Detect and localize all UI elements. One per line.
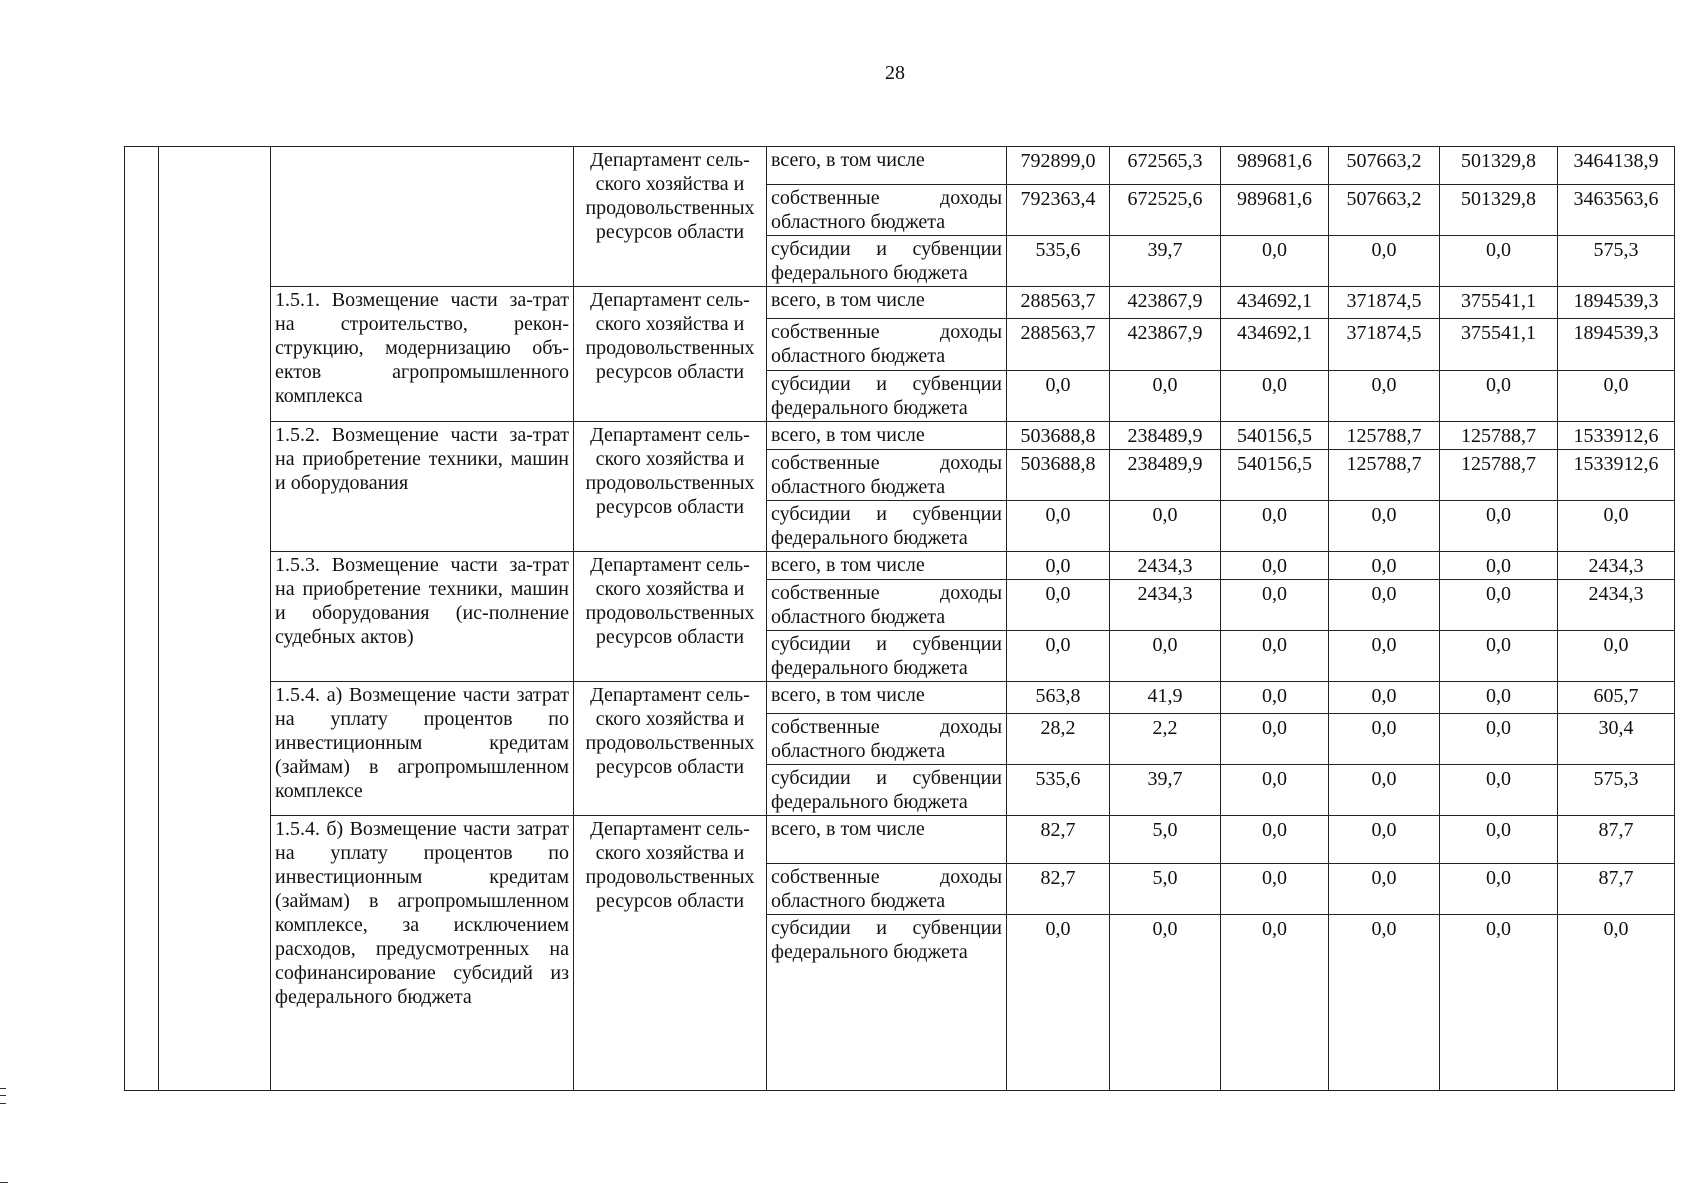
value-cell: 125788,7 (1329, 422, 1440, 450)
value-cell: 82,7 (1007, 864, 1110, 915)
table-row (125, 287, 1675, 319)
value-cell: 288563,7 (1007, 319, 1110, 371)
value-cell: 0,0 (1440, 915, 1558, 1091)
value-cell: 0,0 (1221, 631, 1329, 682)
value-cell: 39,7 (1110, 765, 1221, 816)
value-cell: 0,0 (1440, 631, 1558, 682)
value-cell: 82,7 (1007, 816, 1110, 864)
value-cell: 87,7 (1558, 816, 1675, 864)
funding-source: всего, в том числе (767, 287, 1007, 319)
value-cell: 0,0 (1329, 682, 1440, 714)
value-cell: 0,0 (1558, 915, 1675, 1091)
value-cell: 371874,5 (1329, 319, 1440, 371)
measure-description (271, 147, 574, 287)
funding-source: всего, в том числе (767, 147, 1007, 185)
table-body (125, 147, 1675, 1091)
value-cell: 0,0 (1007, 580, 1110, 631)
funding-source: субсидии и субвенции федерального бюджета (767, 915, 1007, 1091)
value-cell: 0,0 (1110, 371, 1221, 422)
table-row (125, 552, 1675, 580)
funding-source: всего, в том числе (767, 682, 1007, 714)
funding-source: собственные доходы областного бюджета (767, 714, 1007, 765)
value-cell: 0,0 (1221, 371, 1329, 422)
funding-source: всего, в том числе (767, 816, 1007, 864)
value-cell: 672565,3 (1110, 147, 1221, 185)
value-cell: 375541,1 (1440, 287, 1558, 319)
value-cell: 5,0 (1110, 816, 1221, 864)
table-row (125, 422, 1675, 450)
funding-source: собственные доходы областного бюджета (767, 319, 1007, 371)
funding-source: собственные доходы областного бюджета (767, 450, 1007, 501)
measure-description: 1.5.2. Возмещение части за-трат на приобретение техники, машин и оборудования (271, 422, 574, 552)
value-cell: 535,6 (1007, 765, 1110, 816)
measure-description: 1.5.3. Возмещение части за-трат на приобретение техники, машин и оборудования (ис-полнение судебных актов) (271, 552, 574, 682)
value-cell: 0,0 (1110, 631, 1221, 682)
page-number: 28 (885, 62, 905, 84)
value-cell: 792363,4 (1007, 185, 1110, 236)
value-cell: 989681,6 (1221, 147, 1329, 185)
value-cell: 0,0 (1007, 552, 1110, 580)
funding-source: собственные доходы областного бюджета (767, 185, 1007, 236)
funding-source: собственные доходы областного бюджета (767, 864, 1007, 915)
value-cell: 0,0 (1329, 501, 1440, 552)
funding-source: собственные доходы областного бюджета (767, 580, 1007, 631)
value-cell: 1533912,6 (1558, 422, 1675, 450)
value-cell: 0,0 (1110, 501, 1221, 552)
value-cell: 0,0 (1558, 631, 1675, 682)
value-cell: 507663,2 (1329, 147, 1440, 185)
measure-description: 1.5.4. а) Возмещение части затрат на уплату процентов по инвестиционным кредитам (займам) в агропромышленном комплексе (271, 682, 574, 816)
value-cell: 30,4 (1558, 714, 1675, 765)
value-cell: 0,0 (1329, 765, 1440, 816)
table-row (125, 816, 1675, 864)
value-cell: 0,0 (1221, 915, 1329, 1091)
value-cell: 0,0 (1110, 915, 1221, 1091)
value-cell: 434692,1 (1221, 287, 1329, 319)
value-cell: 503688,8 (1007, 450, 1110, 501)
value-cell: 371874,5 (1329, 287, 1440, 319)
value-cell: 0,0 (1221, 552, 1329, 580)
department-cell: Департамент сель-ского хозяйства и продовольственных ресурсов области (574, 552, 767, 682)
value-cell: 0,0 (1329, 915, 1440, 1091)
value-cell: 0,0 (1007, 631, 1110, 682)
value-cell: 0,0 (1440, 236, 1558, 287)
blank-cell-2 (159, 147, 271, 1091)
value-cell: 0,0 (1329, 816, 1440, 864)
value-cell: 0,0 (1007, 371, 1110, 422)
value-cell: 0,0 (1221, 816, 1329, 864)
value-cell: 3463563,6 (1558, 185, 1675, 236)
funding-source: всего, в том числе (767, 552, 1007, 580)
value-cell: 39,7 (1110, 236, 1221, 287)
value-cell: 2434,3 (1558, 552, 1675, 580)
value-cell: 0,0 (1329, 714, 1440, 765)
value-cell: 672525,6 (1110, 185, 1221, 236)
value-cell: 238489,9 (1110, 422, 1221, 450)
department-cell: Департамент сель-ского хозяйства и продовольственных ресурсов области (574, 147, 767, 287)
value-cell: 0,0 (1329, 864, 1440, 915)
value-cell: 792899,0 (1007, 147, 1110, 185)
value-cell: 1894539,3 (1558, 287, 1675, 319)
value-cell: 2434,3 (1110, 580, 1221, 631)
value-cell: 0,0 (1221, 682, 1329, 714)
value-cell: 563,8 (1007, 682, 1110, 714)
table-row (125, 682, 1675, 714)
value-cell: 0,0 (1329, 371, 1440, 422)
value-cell: 0,0 (1007, 915, 1110, 1091)
department-cell: Департамент сель-ского хозяйства и продовольственных ресурсов области (574, 816, 767, 1091)
value-cell: 535,6 (1007, 236, 1110, 287)
department-cell: Департамент сель-ского хозяйства и продовольственных ресурсов области (574, 287, 767, 422)
value-cell: 423867,9 (1110, 319, 1221, 371)
value-cell: 2,2 (1110, 714, 1221, 765)
funding-source: субсидии и субвенции федерального бюджета (767, 501, 1007, 552)
value-cell: 0,0 (1440, 714, 1558, 765)
value-cell: 540156,5 (1221, 422, 1329, 450)
value-cell: 0,0 (1221, 501, 1329, 552)
value-cell: 288563,7 (1007, 287, 1110, 319)
value-cell: 434692,1 (1221, 319, 1329, 371)
value-cell: 2434,3 (1558, 580, 1675, 631)
value-cell: 0,0 (1221, 864, 1329, 915)
value-cell: 1894539,3 (1558, 319, 1675, 371)
value-cell: 0,0 (1221, 580, 1329, 631)
value-cell: 0,0 (1329, 631, 1440, 682)
funding-source: субсидии и субвенции федерального бюджета (767, 236, 1007, 287)
funding-source: субсидии и субвенции федерального бюджета (767, 765, 1007, 816)
measure-description: 1.5.1. Возмещение части за-трат на строительство, рекон-струкцию, модернизацию объ-ектов агропромышленного комплекса (271, 287, 574, 422)
value-cell: 2434,3 (1110, 552, 1221, 580)
value-cell: 375541,1 (1440, 319, 1558, 371)
funding-source: субсидии и субвенции федерального бюджета (767, 371, 1007, 422)
value-cell: 575,3 (1558, 236, 1675, 287)
funding-source: субсидии и субвенции федерального бюджета (767, 631, 1007, 682)
value-cell: 0,0 (1221, 714, 1329, 765)
value-cell: 125788,7 (1329, 450, 1440, 501)
value-cell: 501329,8 (1440, 185, 1558, 236)
department-cell: Департамент сель-ского хозяйства и продовольственных ресурсов области (574, 422, 767, 552)
value-cell: 125788,7 (1440, 422, 1558, 450)
department-cell: Департамент сель-ского хозяйства и продовольственных ресурсов области (574, 682, 767, 816)
budget-table (124, 146, 1675, 1091)
value-cell: 0,0 (1440, 765, 1558, 816)
funding-source: всего, в том числе (767, 422, 1007, 450)
measure-description: 1.5.4. б) Возмещение части затрат на уплату процентов по инвестиционным кредитам (займам) в агропромышленном комплексе, за исключением расходов, предусмотренных на софинансирование субсидий из федерального бюджета (271, 816, 574, 1091)
value-cell: 28,2 (1007, 714, 1110, 765)
blank-cell-1 (125, 147, 159, 1091)
value-cell: 0,0 (1440, 682, 1558, 714)
value-cell: 507663,2 (1329, 185, 1440, 236)
value-cell: 503688,8 (1007, 422, 1110, 450)
value-cell: 0,0 (1558, 371, 1675, 422)
value-cell: 0,0 (1440, 371, 1558, 422)
table-row (125, 147, 1675, 185)
value-cell: 575,3 (1558, 765, 1675, 816)
value-cell: 125788,7 (1440, 450, 1558, 501)
value-cell: 41,9 (1110, 682, 1221, 714)
value-cell: 87,7 (1558, 864, 1675, 915)
value-cell: 0,0 (1007, 501, 1110, 552)
value-cell: 0,0 (1440, 580, 1558, 631)
value-cell: 0,0 (1440, 501, 1558, 552)
value-cell: 0,0 (1558, 501, 1675, 552)
margin-dash (0, 1182, 8, 1183)
value-cell: 0,0 (1329, 580, 1440, 631)
value-cell: 0,0 (1221, 236, 1329, 287)
value-cell: 5,0 (1110, 864, 1221, 915)
value-cell: 0,0 (1440, 816, 1558, 864)
value-cell: 1533912,6 (1558, 450, 1675, 501)
value-cell: 238489,9 (1110, 450, 1221, 501)
value-cell: 605,7 (1558, 682, 1675, 714)
value-cell: 0,0 (1329, 236, 1440, 287)
value-cell: 0,0 (1329, 552, 1440, 580)
value-cell: 0,0 (1221, 765, 1329, 816)
value-cell: 501329,8 (1440, 147, 1558, 185)
value-cell: 0,0 (1440, 552, 1558, 580)
value-cell: 0,0 (1440, 864, 1558, 915)
value-cell: 3464138,9 (1558, 147, 1675, 185)
value-cell: 540156,5 (1221, 450, 1329, 501)
margin-mark (0, 1088, 6, 1104)
value-cell: 423867,9 (1110, 287, 1221, 319)
value-cell: 989681,6 (1221, 185, 1329, 236)
